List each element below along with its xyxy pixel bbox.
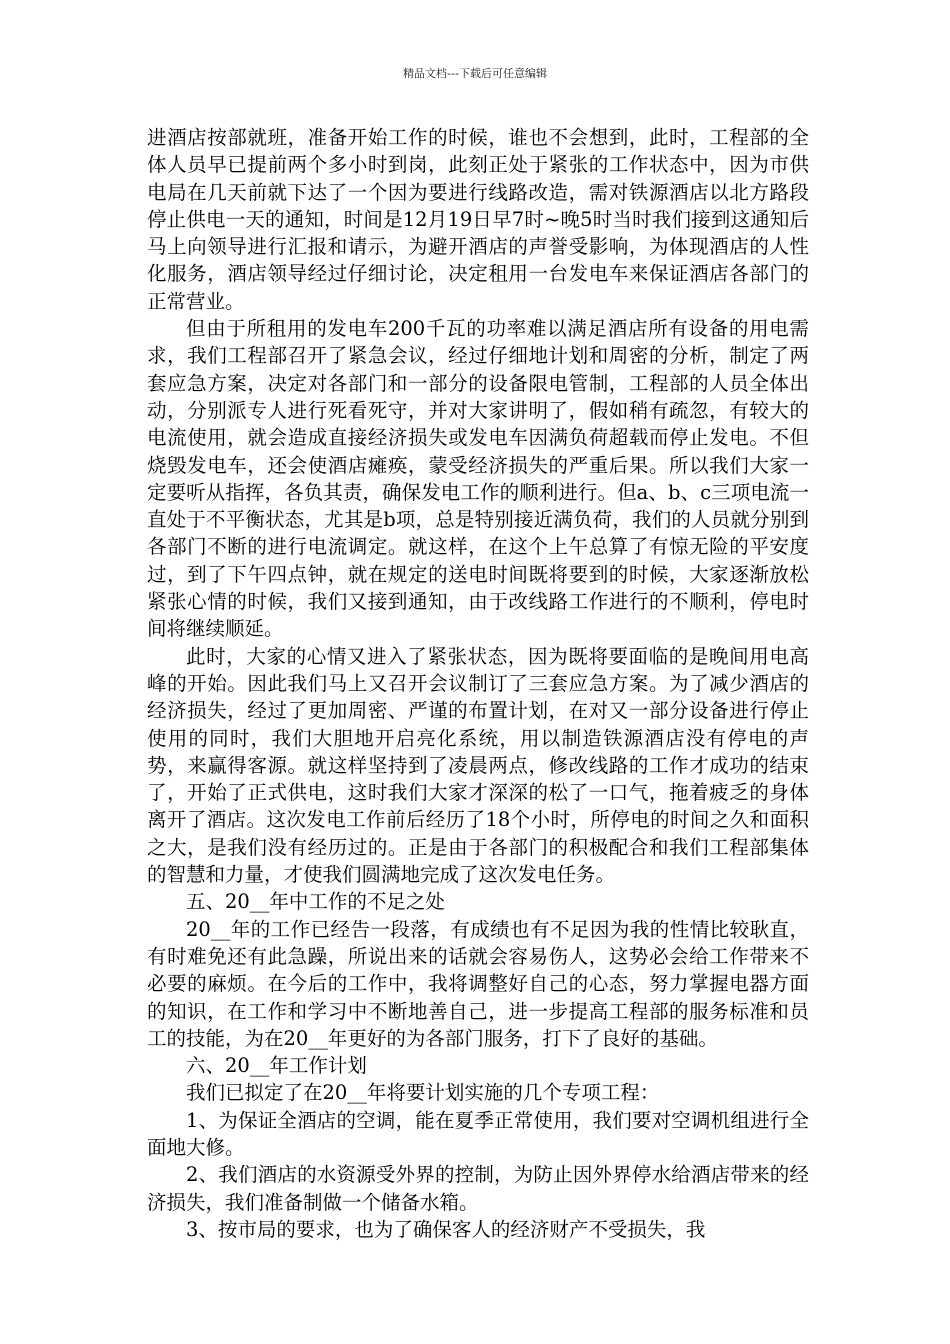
paragraph-continued-intro: 进酒店按部就班，准备开始工作的时候，谁也不会想到，此时，工程部的全体人员早已提前两个多小时到岗，此刻正处于紧张的工作状态中，因为市供电局在几天前就下达了一个因为要进行线路改造，需对铁源酒店以北方路段停止供电一天的通知，时间是12月19日早7时~晚5时当时我们接到这通知后马上向领导进行汇报和请示，为避开酒店的声誉受影响，为体现酒店的人性化服务，酒店领导经过仔细讨论，决定租用一台发电车来保证酒店各部门的正常营业。	[147, 126, 809, 313]
plan-item-3: 3、按市局的要求，也为了确保客人的经济财产不受损失，我	[186, 1217, 706, 1241]
document-body	[147, 124, 809, 1243]
plan-item-2: 2、我们酒店的水资源受外界的控制，为防止因外界停水给酒店带来的经济损失，我们准备制做一个储备水箱。	[147, 1163, 809, 1214]
page-header: 精品文档---下载后可任意编辑	[403, 67, 547, 80]
paragraph-night-emergency: 此时，大家的心情又进入了紧张状态，因为既将要面临的是晚间用电高峰的开始。因此我们马上又召开会议制订了三套应急方案。为了减少酒店的经济损失，经过了更加周密、严谨的布置计划，在对又一部分设备进行停止使用的同时，我们大胆地开启亮化系统，用以制造铁源酒店没有停电的声势，来赢得客源。就这样坚持到了凌晨两点，修改线路的工作才成功的结束了，开始了正式供电，这时我们大家才深深的松了一口气，拖着疲乏的身体离开了酒店。这次发电工作前后经历了18个小时，所停电的时间之久和面积之大，是我们没有经历过的。正是由于各部门的积极配合和我们工程部集体的智慧和力量，才使我们圆满地完成了这次发电任务。	[147, 644, 809, 887]
paragraph-generator-plan: 但由于所租用的发电车200千瓦的功率难以满足酒店所有设备的用电需求，我们工程部召开了紧急会议，经过仔细地计划和周密的分析，制定了两套应急方案，决定对各部门和一部分的设备限电管制，工程部的人员全体出动，分别派专人进行死看死守，并对大家讲明了，假如稍有疏忽，有较大的电流使用，就会造成直接经济损失或发电车因满负荷超载而停止发电。不但烧毁发电车，还会使酒店瘫痪，蒙受经济损失的严重后果。所以我们大家一定要听从指挥，各负其责，确保发电工作的顺利进行。但a、b、c三项电流一直处于不平衡状态，尤其是b项，总是特别接近满负荷，我们的人员就分别到各部门不断的进行电流调定。就这样，在这个上午总算了有惊无险的平安度过，到了下午四点钟，就在规定的送电时间既将要到的时候，大家逐渐放松紧张心情的时候，我们又接到通知，由于改线路工作进行的不顺利，停电时间将继续顺延。	[147, 317, 809, 641]
plan-item-1: 1、为保证全酒店的空调，能在夏季正常使用，我们要对空调机组进行全面地大修。	[147, 1108, 809, 1159]
paragraph-shortcomings: 20__年的工作已经告一段落，有成绩也有不足因为我的性情比较耿直，有时难免还有此急躁，所说出来的话就会容易伤人，这势必会给工作带来不必要的麻烦。在今后的工作中，我将调整好自己的心态，努力掌握电器方面的知识，在工作和学习中不断地善自己，进一步提高工程部的服务标准和员工的技能，为在20__年更好的为各部门服务，打下了良好的基础。	[147, 917, 809, 1050]
paragraph-plan-intro: 我们已拟定了在20__年将要计划实施的几个专项工程：	[186, 1081, 660, 1105]
section-heading-work-plan: 六、20__年工作计划	[186, 1054, 367, 1078]
section-heading-shortcomings: 五、20__年中工作的不足之处	[186, 890, 445, 914]
